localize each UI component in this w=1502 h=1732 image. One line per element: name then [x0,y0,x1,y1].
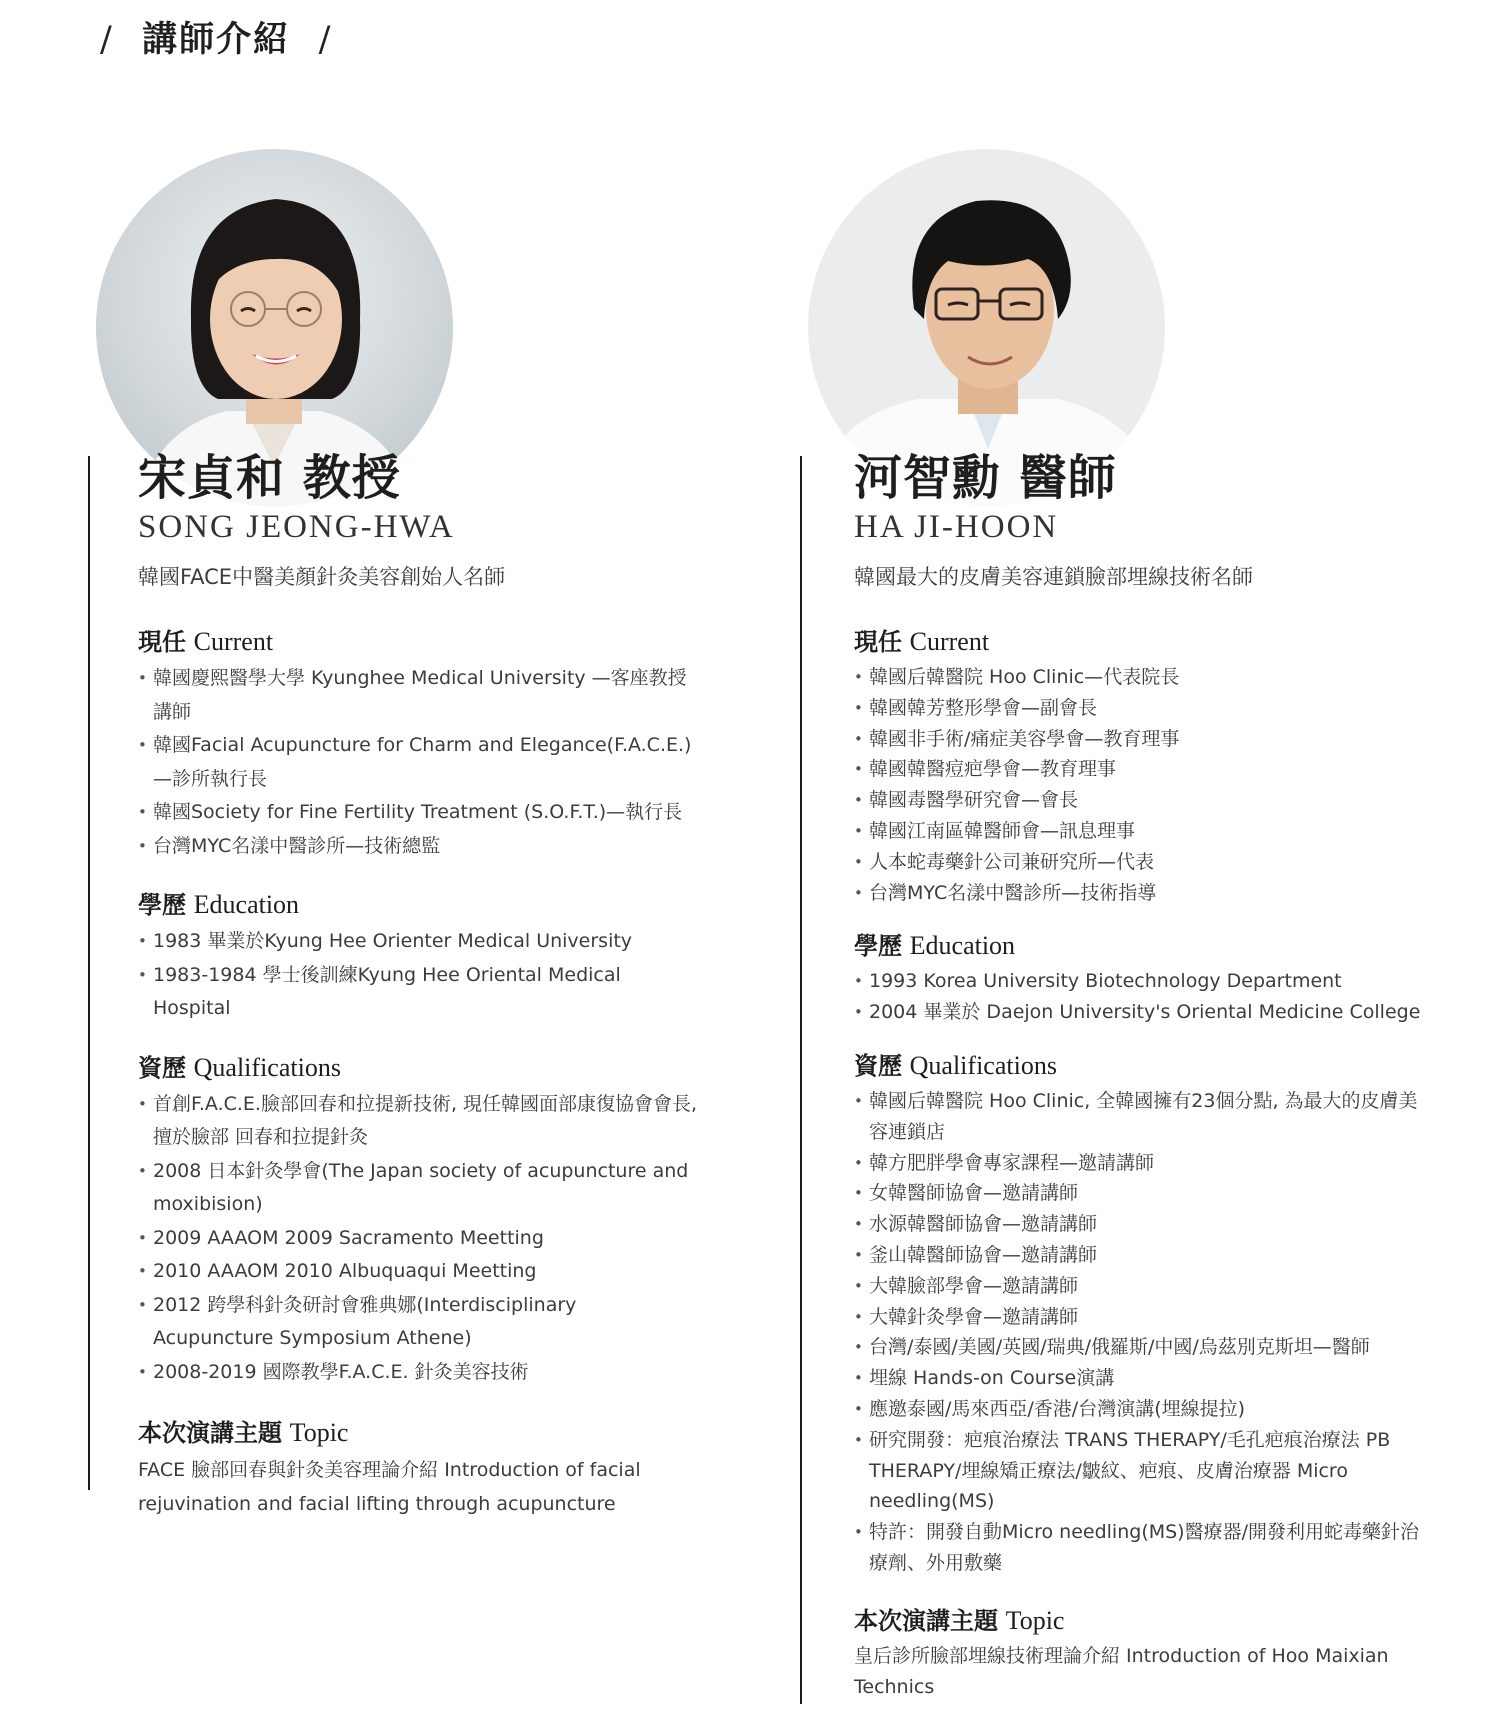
list-item: • 大韓臉部學會—邀請講師 [854,1271,1434,1302]
topic-text: FACE 臉部回春與針灸美容理論介紹 Introduction of facial rejuvination and facial lifting through acupuncture [138,1459,641,1515]
section-heading-topic [854,1605,1434,1637]
list-item: • 1983-1984 學士後訓練Kyung Hee Oriental Medical Hospital [138,959,698,1026]
speaker-tagline: 韓國最大的皮膚美容連鎖臉部埋線技術名師 [854,565,1253,589]
list-item: • 2010 AAAOM 2010 Albuquaqui Meetting [138,1255,698,1289]
section-heading-qualifications [138,1052,698,1084]
section-heading-current [854,626,1434,658]
speaker-name-en: SONG JEONG-HWA [138,509,455,545]
section-heading-zh: 本次演講主題 [138,1418,282,1447]
section-heading-zh: 現任 [854,627,902,656]
speaker-name-en: HA JI-HOON [854,509,1059,545]
section-heading-en: Topic [1005,1605,1065,1635]
qualifications-list [854,1086,1434,1579]
list-item: • 韓國慶熙醫學大學 Kyunghee Medical University —客座教授講師 [138,662,698,729]
section-heading-en: Qualifications [193,1052,341,1082]
list-item: • 研究開發：疤痕治療法 TRANS THERAPY/毛孔疤痕治療法 PB THERAPY/埋線矯正療法/皺紋、疤痕、皮膚治療器 Micro needling(MS) [854,1425,1434,1517]
list-item: • 韓國江南區韓醫師會—訊息理事 [854,816,1434,847]
list-item: • 2008-2019 國際教學F.A.C.E. 針灸美容技術 [138,1356,698,1390]
list-item: • 韓國韓芳整形學會—副會長 [854,693,1434,724]
page-title-text: 講師介紹 [142,19,291,60]
speaker-tagline: 韓國FACE中醫美顏針灸美容創始人名師 [138,565,506,589]
section-heading-current [138,626,698,658]
list-item: • 2004 畢業於 Daejon University's Oriental Medicine College [854,997,1434,1028]
speaker-name-zh: 河智勳 醫師 [854,450,1117,506]
section-heading-zh: 學歷 [854,931,902,961]
list-item: • 韓國Facial Acupuncture for Charm and Elegance(F.A.C.E.)—診所執行長 [138,729,698,796]
education-list [138,925,698,1026]
topic-text: 皇后診所臉部埋線技術理論介紹 Introduction of Hoo Maixian Technics [854,1644,1389,1698]
section-heading-en: Qualifications [909,1050,1057,1080]
title-slash-left: / [100,20,114,60]
list-item: • 埋線 Hands-on Course演講 [854,1363,1434,1394]
section-heading-zh: 本次演講主題 [854,1605,998,1635]
section-heading-en: Current [193,627,274,656]
current-list [854,662,1434,908]
list-item: • 2012 跨學科針灸研討會雅典娜(Interdisciplinary Acupuncture Symposium Athene) [138,1289,698,1356]
section-heading-en: Topic [289,1418,349,1447]
list-item: • 大韓針灸學會—邀請講師 [854,1302,1434,1333]
section-heading-en: Education [193,890,300,919]
list-item: • 韓方肥胖學會專家課程—邀請講師 [854,1148,1434,1179]
list-item: • 應邀泰國/馬來西亞/香港/台灣演講(埋線提拉) [854,1394,1434,1425]
education-list [854,966,1434,1028]
column-divider-line-right [800,456,802,1704]
list-item: • 水源韓醫師協會—邀請講師 [854,1209,1434,1240]
list-item: • 韓國毒醫學研究會—會長 [854,785,1434,816]
list-item: • 韓國后韓醫院 Hoo Clinic, 全韓國擁有23個分點, 為最大的皮膚美容連鎖店 [854,1086,1434,1148]
section-heading-en: Education [909,931,1016,961]
list-item: • 2009 AAAOM 2009 Sacramento Meetting [138,1222,698,1256]
current-list [138,662,698,863]
list-item: • 人本蛇毒藥針公司兼研究所—代表 [854,847,1434,878]
column-divider-line-left [88,456,90,1490]
speaker-name-zh: 宋貞和 教授 [138,450,401,506]
list-item: • 特許：開發自動Micro needling(MS)醫療器/開發利用蛇毒藥針治療劑、外用敷藥 [854,1517,1434,1579]
list-item: • 台灣MYC名漾中醫診所—技術總監 [138,830,698,864]
list-item: • 台灣MYC名漾中醫診所—技術指導 [854,878,1434,909]
section-heading-zh: 學歷 [138,890,186,919]
section-heading-qualifications [854,1050,1434,1082]
list-item: • 釜山韓醫師協會—邀請講師 [854,1240,1434,1271]
list-item: • 1993 Korea University Biotechnology Department [854,966,1434,997]
list-item: • 韓國非手術/痛症美容學會—教育理事 [854,724,1434,755]
qualifications-list [138,1088,698,1390]
list-item: • 韓國韓醫痘疤學會—教育理事 [854,754,1434,785]
section-heading-zh: 現任 [138,627,186,656]
section-heading-zh: 資歷 [138,1052,186,1082]
list-item: • 韓國Society for Fine Fertility Treatment (S.O.F.T.)—執行長 [138,796,698,830]
page-title [100,12,332,62]
section-heading-education [854,930,1434,962]
list-item: • 女韓醫師協會—邀請講師 [854,1178,1434,1209]
list-item: • 韓國后韓醫院 Hoo Clinic—代表院長 [854,662,1434,693]
speaker-profile-ha [854,448,1434,1703]
section-heading-zh: 資歷 [854,1050,902,1080]
section-heading-topic [138,1417,698,1449]
list-item: • 2008 日本針灸學會(The Japan society of acupuncture and moxibision) [138,1155,698,1222]
speaker-profile-song [138,448,698,1521]
list-item: • 台灣/泰國/美國/英國/瑞典/俄羅斯/中國/烏茲別克斯坦—醫師 [854,1332,1434,1363]
list-item: • 首創F.A.C.E.臉部回春和拉提新技術, 現任韓國面部康復協會會長, 擅於臉部 回春和拉提針灸 [138,1088,698,1155]
list-item: • 1983 畢業於Kyung Hee Orienter Medical University [138,925,698,959]
title-slash-right: / [318,20,333,60]
section-heading-education [138,889,698,921]
section-heading-en: Current [909,627,990,656]
